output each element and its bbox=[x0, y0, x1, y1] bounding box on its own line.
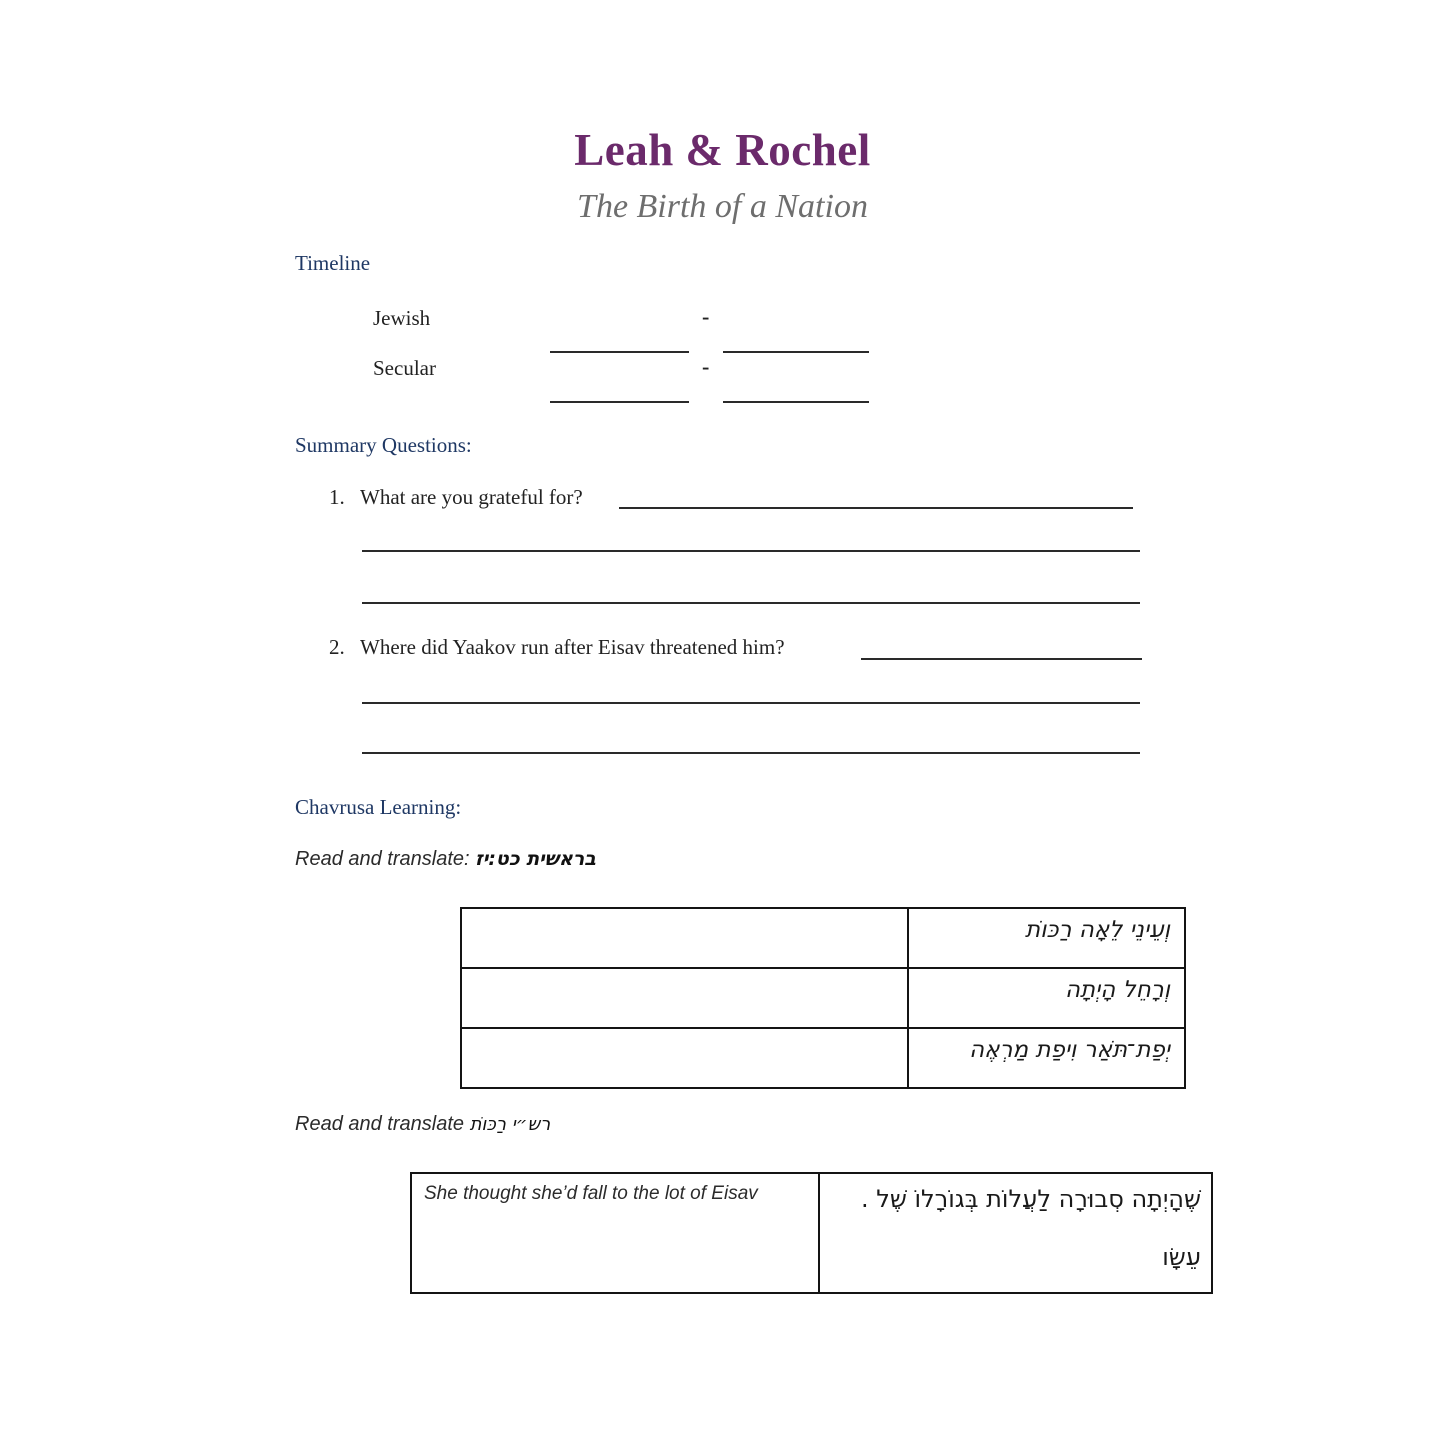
question-1 bbox=[329, 485, 583, 510]
answer-line bbox=[619, 507, 1133, 509]
table-row bbox=[461, 1028, 1185, 1088]
hebrew-line-2: עֵשָׂו bbox=[1162, 1243, 1201, 1271]
translation-table-pasuk bbox=[460, 907, 1186, 1089]
instruction-text: Read and translate: bbox=[295, 848, 470, 870]
instruction-text: Read and translate bbox=[295, 1113, 465, 1135]
answer-line bbox=[362, 602, 1140, 604]
hebrew-cell: יְפַת־תֹּאַר וִיפַת מַרְאֶה bbox=[908, 1028, 1185, 1088]
blank-line bbox=[723, 401, 869, 403]
blank-line bbox=[550, 351, 689, 353]
question-text: Where did Yaakov run after Eisav threatened him? bbox=[360, 635, 785, 659]
exercise2-instruction bbox=[295, 1113, 550, 1136]
timeline-heading: Timeline bbox=[295, 251, 371, 275]
translation-cell: She thought she’d fall to the lot of Eisav bbox=[411, 1173, 819, 1293]
blank-line bbox=[723, 351, 869, 353]
answer-line bbox=[362, 702, 1140, 704]
timeline-separator: - bbox=[702, 354, 710, 379]
timeline-label-jewish: Jewish bbox=[373, 306, 431, 330]
table-row bbox=[461, 968, 1185, 1028]
answer-line bbox=[362, 550, 1140, 552]
hebrew-cell: וְרָחֵל הָיְתָה bbox=[908, 968, 1185, 1028]
page-title: Leah & Rochel bbox=[574, 125, 871, 175]
hebrew-cell bbox=[819, 1173, 1212, 1293]
question-2 bbox=[329, 635, 785, 660]
question-text: What are you grateful for? bbox=[360, 485, 583, 509]
hebrew-reference-pasuk: בראשית כט:יז bbox=[475, 848, 596, 870]
translation-table-rashi bbox=[410, 1172, 1213, 1294]
page-subtitle: The Birth of a Nation bbox=[577, 188, 868, 225]
question-number: 2. bbox=[329, 635, 345, 659]
exercise1-instruction bbox=[295, 848, 596, 871]
hebrew-line-1: שֶׁהָיְתָה סְבוּרָה לַעֲלוֹת בְּגוֹרָלוֹ שֶׁל . bbox=[860, 1185, 1201, 1213]
blank-line bbox=[550, 401, 689, 403]
hebrew-reference-rashi: רש״י רַכּוֹת bbox=[469, 1114, 551, 1135]
translation-cell-empty bbox=[461, 908, 908, 968]
translation-cell-empty bbox=[461, 968, 908, 1028]
hebrew-cell: וְעֵינֵי לֵאָה רַכּוֹת bbox=[908, 908, 1185, 968]
timeline-separator: - bbox=[702, 304, 710, 329]
summary-heading: Summary Questions: bbox=[295, 433, 472, 457]
question-number: 1. bbox=[329, 485, 345, 509]
chavrusa-heading: Chavrusa Learning: bbox=[295, 795, 462, 819]
table-row bbox=[461, 908, 1185, 968]
answer-line bbox=[861, 658, 1142, 660]
table-row bbox=[411, 1173, 1212, 1293]
timeline-label-secular: Secular bbox=[373, 356, 436, 380]
translation-cell-empty bbox=[461, 1028, 908, 1088]
answer-line bbox=[362, 752, 1140, 754]
